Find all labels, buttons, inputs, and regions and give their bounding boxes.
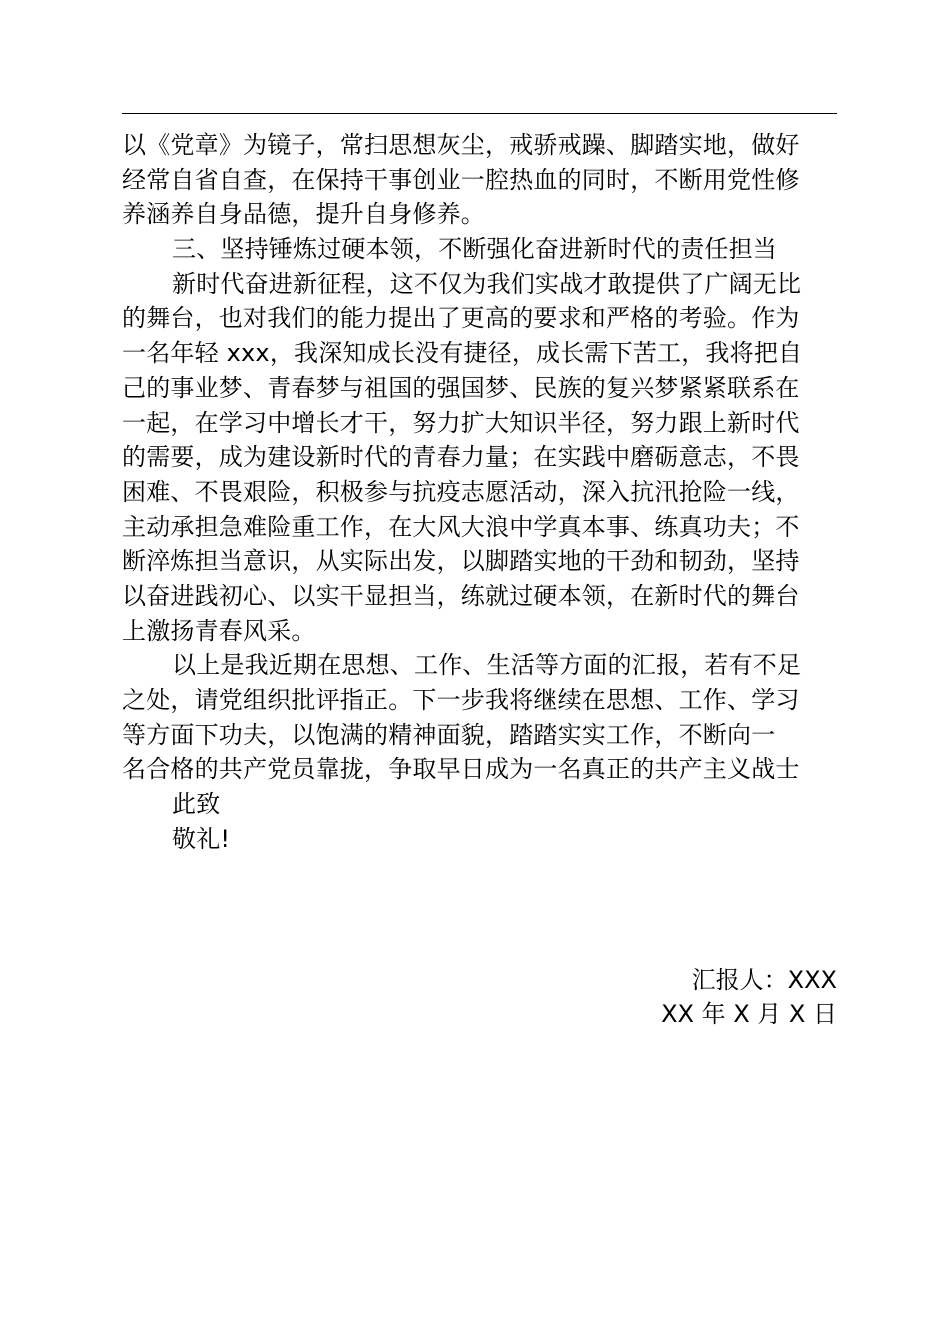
- body-line: 等方面下功夫，以饱满的精神面貌，踏踏实实工作，不断向一: [122, 720, 776, 749]
- signature-date: XX 年 X 月 X 日: [661, 1000, 837, 1028]
- body-line: 一起，在学习中增长才干，努力扩大知识半径，努力跟上新时代: [122, 408, 800, 437]
- body-line: 的需要，成为建设新时代的青春力量；在实践中磨砺意志，不畏: [122, 443, 800, 472]
- header-rule: [122, 113, 837, 114]
- body-line: 养涵养自身品德，提升自身修养。: [122, 200, 485, 229]
- body-line: 困难、不畏艰险，积极参与抗疫志愿活动，深入抗汛抢险一线，: [122, 477, 800, 506]
- body-line: 以《党章》为镜子，常扫思想灰尘，戒骄戒躁、脚踏实地，做好: [122, 131, 800, 159]
- section-heading: 三、坚持锤炼过硬本领，不断强化奋进新时代的责任担当: [172, 235, 777, 264]
- body-line: 名合格的共产党员靠拢，争取早日成为一名真正的共产主义战士: [122, 755, 800, 784]
- closing-regards: 敬礼!: [172, 824, 231, 853]
- body-line: 上激扬青春风采。: [122, 616, 316, 645]
- reporter-signature: 汇报人：XXX: [691, 966, 837, 994]
- body-line: 断淬炼担当意识，从实际出发，以脚踏实地的干劲和韧劲，坚持: [122, 547, 800, 576]
- body-line: 主动承担急难险重工作，在大风大浪中学真本事、练真功夫；不: [122, 512, 800, 541]
- body-line: 己的事业梦、青春梦与祖国的强国梦、民族的复兴梦紧紧联系在: [122, 373, 800, 402]
- body-line: 之处，请党组织批评指正。下一步我将继续在思想、工作、学习: [122, 686, 800, 714]
- body-line: 新时代奋进新征程，这不仅为我们实战才敢提供了广阔无比: [172, 269, 802, 298]
- document-body: [122, 128, 837, 856]
- body-line: 的舞台，也对我们的能力提出了更高的要求和严格的考验。作为: [122, 304, 800, 333]
- closing-salutation: 此致: [172, 790, 221, 819]
- body-line: 一名年轻 xxx，我深知成长没有捷径，成长需下苦工，我将把自: [122, 339, 803, 368]
- body-line: 以奋进践初心、以实干显担当，练就过硬本领，在新时代的舞台: [122, 581, 800, 610]
- body-line: 以上是我近期在思想、工作、生活等方面的汇报，若有不足: [172, 651, 802, 680]
- body-line: 经常自省自查，在保持干事创业一腔热血的同时，不断用党性修: [122, 165, 800, 194]
